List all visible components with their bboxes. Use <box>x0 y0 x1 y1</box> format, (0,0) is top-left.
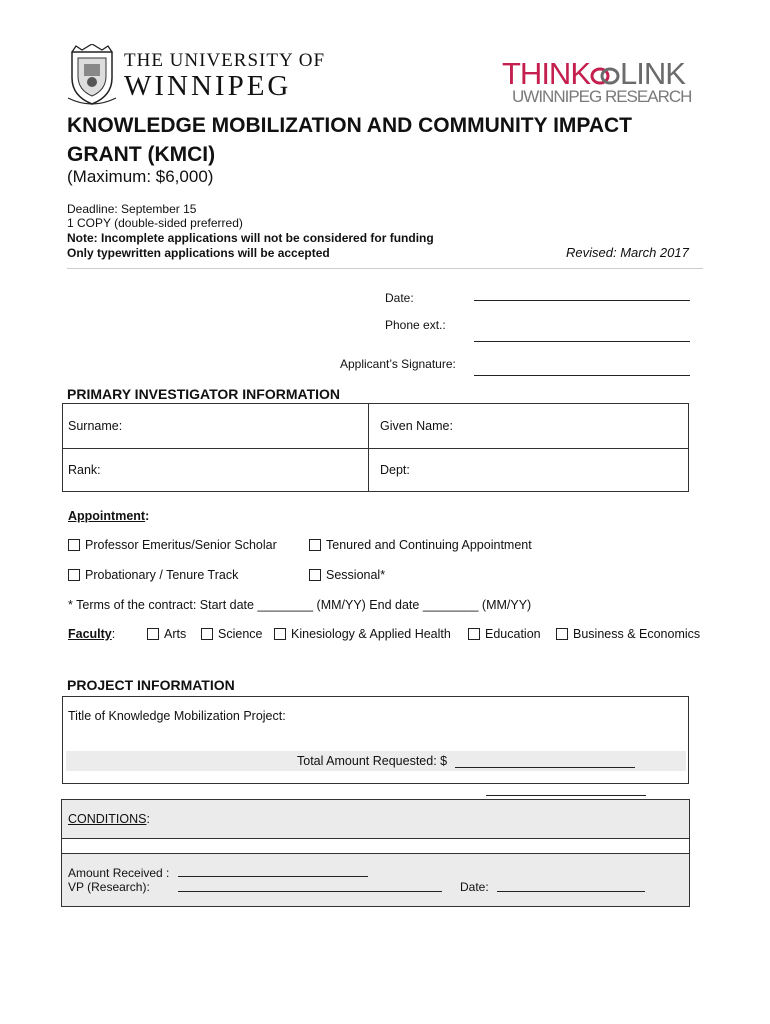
checkbox[interactable] <box>274 628 286 640</box>
project-title-field[interactable]: Title of Knowledge Mobilization Project: <box>68 709 286 723</box>
link-text: LINK <box>620 56 685 91</box>
total-amount-requested-label: Total Amount Requested: $ <box>297 754 448 768</box>
phone-ext-label: Phone ext.: <box>385 318 446 332</box>
applicant-signature-label: Applicant’s Signature: <box>340 357 456 371</box>
uwinnipeg-research-text: UWINNIPEG RESEARCH <box>512 87 692 106</box>
faculty-science[interactable]: Science <box>201 627 262 641</box>
conditions-date-label: Date: <box>460 880 489 894</box>
total-amount-field[interactable] <box>455 767 635 768</box>
option-professor-emeritus[interactable]: Professor Emeritus/Senior Scholar <box>68 538 277 552</box>
vp-research-label: VP (Research): <box>68 880 150 894</box>
faculty-arts[interactable]: Arts <box>147 627 186 641</box>
applicant-signature-field[interactable] <box>474 375 690 376</box>
incomplete-note: Note: Incomplete applications will not be considered for funding <box>67 231 434 245</box>
phone-ext-field[interactable] <box>474 341 690 342</box>
surname-field[interactable]: Surname: <box>68 419 123 433</box>
university-crest-icon <box>66 44 118 108</box>
checkbox[interactable] <box>68 569 80 581</box>
faculty-kinesiology[interactable]: Kinesiology & Applied Health <box>274 627 451 641</box>
rank-field[interactable]: Rank: <box>68 463 101 477</box>
deadline-text: Deadline: September 15 <box>67 202 197 216</box>
amount-received-field[interactable] <box>178 876 368 877</box>
checkbox[interactable] <box>468 628 480 640</box>
checkbox[interactable] <box>556 628 568 640</box>
primary-investigator-heading: PRIMARY INVESTIGATOR INFORMATION <box>67 386 341 402</box>
faculty-heading: Faculty: <box>68 627 116 641</box>
dept-field[interactable]: Dept: <box>380 463 410 477</box>
date-field[interactable] <box>474 300 690 301</box>
maximum-amount: (Maximum: $6,000) <box>67 167 214 186</box>
typewritten-note: Only typewritten applications will be accepted <box>67 246 330 260</box>
conditions-heading: CONDITIONS: <box>68 812 150 826</box>
checkbox[interactable] <box>309 539 321 551</box>
university-name-line1: THE UNIVERSITY OF <box>124 50 326 71</box>
faculty-education[interactable]: Education <box>468 627 541 641</box>
revised-date: Revised: March 2017 <box>566 245 689 260</box>
checkbox[interactable] <box>309 569 321 581</box>
university-of-winnipeg-logo <box>66 44 326 110</box>
checkbox[interactable] <box>201 628 213 640</box>
think-text: THINK <box>502 56 590 91</box>
faculty-business-economics[interactable]: Business & Economics <box>556 627 700 641</box>
checkbox[interactable] <box>68 539 80 551</box>
amount-received-label: Amount Received : <box>68 866 170 880</box>
interlocking-rings-icon <box>590 66 620 86</box>
option-tenured-continuing[interactable]: Tenured and Continuing Appointment <box>309 538 532 552</box>
form-title: KNOWLEDGE MOBILIZATION AND COMMUNITY IMPACT GRANT (KMCI) <box>67 114 633 166</box>
copy-text: 1 COPY (double-sided preferred) <box>67 216 243 230</box>
checkbox[interactable] <box>147 628 159 640</box>
conditions-date-field[interactable] <box>497 891 645 892</box>
university-name-line2: WINNIPEG <box>124 70 292 102</box>
date-label: Date: <box>385 291 414 305</box>
appointment-heading: Appointment: <box>68 509 150 523</box>
contract-terms[interactable]: * Terms of the contract: Start date ________ (MM/YY) End date ________ (MM/YY) <box>68 598 532 612</box>
given-name-field[interactable]: Given Name: <box>380 419 453 433</box>
think-link-logo <box>502 56 702 110</box>
option-probationary-tenure-track[interactable]: Probationary / Tenure Track <box>68 568 238 582</box>
project-information-heading: PROJECT INFORMATION <box>67 677 235 693</box>
vp-research-field[interactable] <box>178 891 442 892</box>
header-divider <box>67 268 703 269</box>
option-sessional[interactable]: Sessional* <box>309 568 385 582</box>
